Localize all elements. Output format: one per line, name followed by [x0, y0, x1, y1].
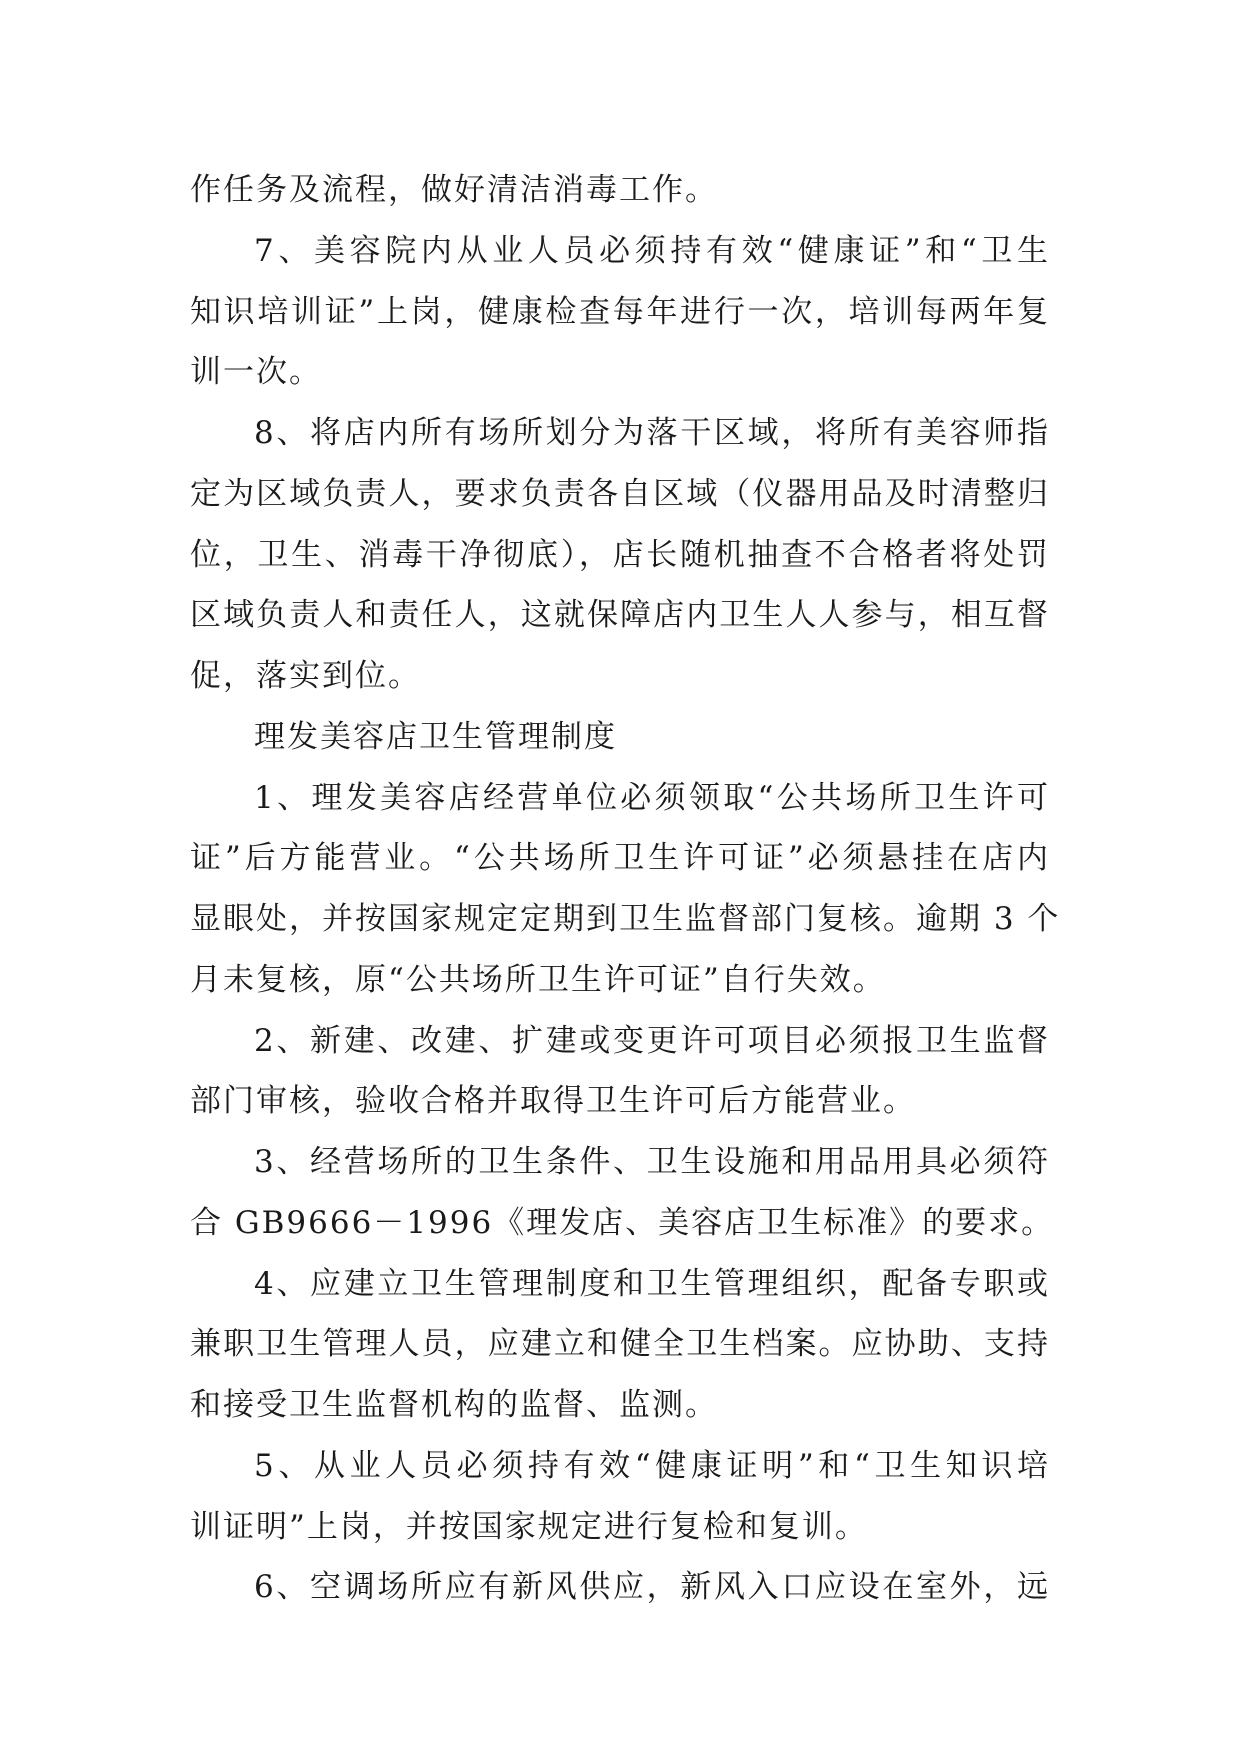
- text-line: 2、新建、改建、扩建或变更许可项目必须报卫生监督: [254, 1022, 1050, 1059]
- text-line: 训一次。: [190, 354, 322, 391]
- text-line: 兼职卫生管理人员，应建立和健全卫生档案。应协助、支持: [190, 1326, 1050, 1363]
- text-line: 7、美容院内从业人员必须持有效“健康证”和“卫生: [254, 232, 1050, 269]
- text-line: 6、空调场所应有新风供应，新风入口应设在室外，远: [254, 1569, 1050, 1606]
- text-line: 促，落实到位。: [190, 658, 421, 694]
- text-line: 位，卫生、消毒干净彻底），店长随机抽查不合格者将处罚: [190, 536, 1050, 573]
- text-line: 知识培训证”上岗，健康检查每年进行一次，培训每两年复: [190, 293, 1050, 330]
- text-line: 训证明”上岗，并按国家规定进行复检和复训。: [190, 1508, 868, 1545]
- text-line: 5、从业人员必须持有效“健康证明”和“卫生知识培: [254, 1447, 1050, 1484]
- text-line: 证”后方能营业。“公共场所卫生许可证”必须悬挂在店内: [190, 840, 1050, 877]
- body-text: [190, 160, 1061, 1618]
- text-line: 区域负责人和责任人，这就保障店内卫生人人参与，相互督: [190, 597, 1050, 634]
- text-line: 1、理发美容店经营单位必须领取“公共场所卫生许可: [254, 779, 1050, 816]
- text-line: 合 GB9666－1996《理发店、美容店卫生标准》的要求。: [190, 1204, 1055, 1241]
- text-line: 8、将店内所有场所划分为落干区域，将所有美容师指: [254, 415, 1050, 451]
- text-line: 和接受卫生监督机构的监督、监测。: [190, 1387, 718, 1423]
- text-line: 显眼处，并按国家规定定期到卫生监督部门复核。逾期 3 个: [190, 901, 1061, 937]
- text-line: 作任务及流程，做好清洁消毒工作。: [190, 172, 718, 208]
- text-line: 部门审核，验收合格并取得卫生许可后方能营业。: [190, 1083, 916, 1120]
- text-line: 定为区域负责人，要求负责各自区域（仪器用品及时清整归: [190, 475, 1050, 512]
- text-line: 3、经营场所的卫生条件、卫生设施和用品用具必须符: [254, 1144, 1050, 1180]
- text-line: 月未复核，原“公共场所卫生许可证”自行失效。: [190, 961, 886, 998]
- text-line: 理发美容店卫生管理制度: [254, 718, 617, 755]
- text-line: 4、应建立卫生管理制度和卫生管理组织，配备专职或: [254, 1265, 1050, 1302]
